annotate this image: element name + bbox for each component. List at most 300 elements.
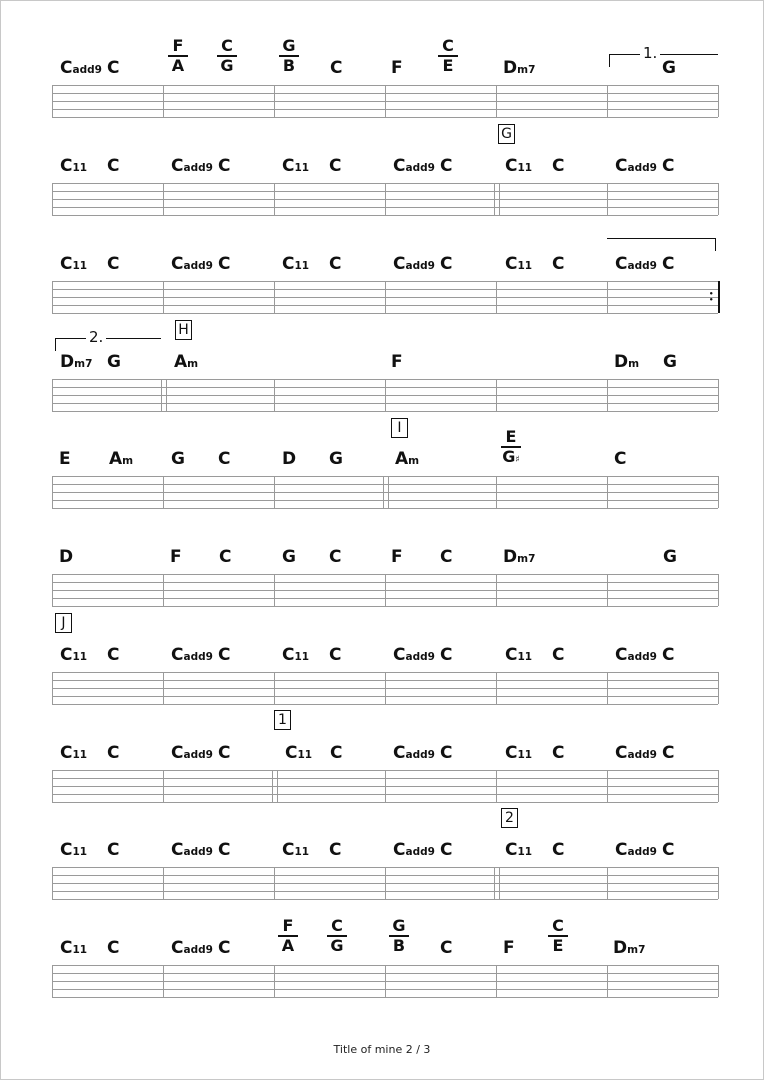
chord-root: C — [505, 840, 518, 860]
chord-quality: 11 — [297, 749, 313, 761]
barline — [163, 672, 164, 704]
chord-quality: m7 — [517, 64, 536, 76]
chord-root: C — [282, 254, 295, 274]
chord-symbol — [613, 939, 645, 959]
chord-symbol — [391, 548, 403, 566]
chord-symbol — [107, 939, 119, 957]
chord-symbol — [107, 646, 119, 664]
chord-quality: 11 — [517, 846, 533, 858]
chord-denominator: A — [281, 936, 295, 955]
barline — [274, 281, 275, 313]
barline — [718, 85, 719, 117]
slash-chord — [501, 429, 521, 468]
chord-root: C — [505, 254, 518, 274]
staff-line — [52, 704, 718, 705]
chord-symbol — [218, 157, 230, 175]
chord-root: D — [60, 352, 75, 372]
chord-root: G — [662, 58, 676, 78]
barline — [385, 574, 386, 606]
chord-symbol — [391, 59, 403, 77]
chord-root: E — [59, 449, 71, 469]
chord-quality: add9 — [627, 162, 657, 174]
footer-page-number: 2 / 3 — [405, 1043, 431, 1056]
chord-quality: add9 — [405, 162, 435, 174]
double-barline — [272, 770, 278, 802]
staff — [52, 770, 718, 802]
volta-bracket-end — [607, 238, 716, 251]
chord-root: D — [59, 547, 74, 567]
barline — [607, 476, 608, 508]
chord-symbol — [107, 353, 121, 371]
chord-symbol — [282, 157, 309, 177]
chord-root: C — [440, 840, 453, 860]
chord-symbol — [393, 157, 435, 177]
chord-root: F — [170, 547, 182, 567]
chord-symbol — [552, 255, 564, 273]
chord-symbol — [109, 450, 133, 470]
chord-quality: 11 — [72, 162, 88, 174]
chord-quality: 11 — [294, 162, 310, 174]
barline — [274, 867, 275, 899]
chord-symbol — [395, 450, 419, 470]
chord-quality: m7 — [74, 358, 93, 370]
chord-quality: m — [187, 358, 199, 370]
chord-root: D — [613, 938, 628, 958]
barline — [385, 867, 386, 899]
chord-root: C — [218, 156, 231, 176]
barline — [607, 574, 608, 606]
chord-quality: add9 — [627, 846, 657, 858]
chord-quality: 11 — [517, 162, 533, 174]
barline — [52, 281, 53, 313]
chord-symbol — [393, 646, 435, 666]
chord-symbol — [218, 255, 230, 273]
chord-symbol — [282, 646, 309, 666]
chord-symbol — [662, 157, 674, 175]
barline — [163, 574, 164, 606]
chord-symbol — [615, 841, 657, 861]
chord-root: C — [107, 645, 120, 665]
chord-symbol — [663, 548, 677, 566]
chord-quality: m — [122, 455, 134, 467]
chord-symbol — [59, 548, 73, 566]
chord-symbol — [282, 255, 309, 275]
chord-symbol — [60, 353, 92, 373]
chord-symbol — [505, 744, 532, 764]
chord-quality: m7 — [517, 553, 536, 565]
chord-root: A — [174, 352, 188, 372]
chord-root: C — [107, 58, 120, 78]
chord-root: C — [440, 645, 453, 665]
chord-root: A — [395, 449, 409, 469]
chord-root: C — [107, 254, 120, 274]
chord-symbol — [60, 841, 87, 861]
chord-root: C — [552, 743, 565, 763]
chord-numerator: C — [548, 918, 568, 937]
chord-symbol — [107, 157, 119, 175]
chord-quality: 11 — [517, 260, 533, 272]
staff — [52, 281, 718, 313]
chord-quality: 11 — [72, 260, 88, 272]
barline — [163, 867, 164, 899]
volta-label: 1. — [640, 46, 660, 61]
chord-numerator: F — [168, 38, 188, 57]
chord-denominator: G — [330, 936, 344, 955]
chord-symbol — [171, 157, 213, 177]
chord-quality: add9 — [183, 651, 213, 663]
chord-symbol — [329, 841, 341, 859]
chord-quality: add9 — [405, 260, 435, 272]
barline — [607, 770, 608, 802]
chord-symbol — [505, 646, 532, 666]
chord-symbol — [440, 939, 452, 957]
sharp-sign: ♯ — [515, 455, 520, 465]
chord-root: C — [662, 743, 675, 763]
barline — [52, 574, 53, 606]
barline — [52, 476, 53, 508]
chord-root: C — [615, 840, 628, 860]
barline — [718, 770, 719, 802]
chord-symbol — [107, 841, 119, 859]
chord-symbol — [329, 646, 341, 664]
rehearsal-mark: I — [391, 418, 408, 438]
chord-symbol — [218, 646, 230, 664]
volta-label: 2. — [86, 330, 106, 345]
chord-symbol — [440, 548, 452, 566]
chord-quality: add9 — [627, 260, 657, 272]
chord-symbol — [552, 841, 564, 859]
staff — [52, 85, 718, 117]
barline — [718, 379, 719, 411]
barline — [274, 85, 275, 117]
barline — [274, 672, 275, 704]
chord-root: C — [615, 743, 628, 763]
barline — [274, 965, 275, 997]
barline — [274, 183, 275, 215]
chord-root: C — [505, 743, 518, 763]
chord-quality: 11 — [72, 944, 88, 956]
chord-root: C — [393, 840, 406, 860]
slash-chord — [389, 918, 409, 954]
chord-denominator: B — [392, 936, 406, 955]
chord-root: C — [218, 840, 231, 860]
chord-quality: m7 — [627, 944, 646, 956]
barline — [385, 965, 386, 997]
barline — [496, 672, 497, 704]
chord-root: C — [218, 645, 231, 665]
chord-root: C — [615, 645, 628, 665]
staff — [52, 672, 718, 704]
barline — [718, 476, 719, 508]
chord-symbol — [60, 59, 102, 79]
chord-root: D — [503, 58, 518, 78]
chord-symbol — [615, 157, 657, 177]
staff-line — [52, 606, 718, 607]
chord-quality: add9 — [183, 749, 213, 761]
chord-symbol — [662, 646, 674, 664]
chord-root: C — [614, 449, 627, 469]
chord-symbol — [440, 646, 452, 664]
chord-root: C — [171, 840, 184, 860]
chord-symbol — [663, 353, 677, 371]
staff — [52, 476, 718, 508]
chord-symbol — [219, 548, 231, 566]
chord-symbol — [440, 841, 452, 859]
chord-symbol — [503, 939, 515, 957]
chord-root: C — [662, 840, 675, 860]
chord-symbol — [552, 157, 564, 175]
chord-quality: add9 — [627, 749, 657, 761]
chord-symbol — [330, 59, 342, 77]
chord-root: C — [440, 547, 453, 567]
barline — [718, 867, 719, 899]
double-barline — [494, 867, 500, 899]
barline — [385, 183, 386, 215]
repeat-dots: • • — [709, 290, 714, 304]
barline — [607, 867, 608, 899]
chord-root: C — [171, 156, 184, 176]
barline — [496, 770, 497, 802]
chord-root: C — [60, 840, 73, 860]
barline — [607, 965, 608, 997]
chord-root: G — [329, 449, 343, 469]
chord-root: C — [329, 547, 342, 567]
chord-root: C — [393, 743, 406, 763]
chord-root: C — [393, 156, 406, 176]
rehearsal-mark: 2 — [501, 808, 518, 828]
chord-root: C — [285, 743, 298, 763]
chord-symbol — [107, 59, 119, 77]
barline — [718, 183, 719, 215]
chord-symbol — [614, 353, 639, 373]
chord-symbol — [218, 744, 230, 762]
chord-quality: 11 — [72, 749, 88, 761]
chord-root: F — [391, 352, 403, 372]
barline — [163, 281, 164, 313]
chord-root: C — [552, 254, 565, 274]
rehearsal-mark: G — [498, 124, 515, 144]
chord-quality: add9 — [405, 846, 435, 858]
chord-root: C — [440, 938, 453, 958]
staff-line — [52, 411, 718, 412]
barline — [52, 183, 53, 215]
chord-symbol — [615, 646, 657, 666]
barline — [385, 281, 386, 313]
chord-symbol — [505, 255, 532, 275]
chord-root: C — [218, 743, 231, 763]
barline — [496, 965, 497, 997]
chord-denominator: B — [282, 56, 296, 75]
chord-root: C — [60, 254, 73, 274]
chord-root: C — [615, 156, 628, 176]
chord-symbol — [505, 157, 532, 177]
chord-root: C — [330, 58, 343, 78]
chord-numerator: G — [279, 38, 299, 57]
staff-line — [52, 802, 718, 803]
double-barline — [161, 379, 167, 411]
chord-symbol — [171, 255, 213, 275]
chord-symbol — [614, 450, 626, 468]
chord-quality: m — [408, 455, 420, 467]
chord-numerator: C — [327, 918, 347, 937]
chord-root: C — [107, 938, 120, 958]
barline — [274, 379, 275, 411]
barline — [607, 85, 608, 117]
chord-root: C — [440, 156, 453, 176]
chord-root: C — [505, 156, 518, 176]
chord-symbol — [171, 841, 213, 861]
slash-chord — [548, 918, 568, 954]
chord-symbol — [503, 548, 535, 568]
chord-symbol — [282, 450, 296, 468]
chord-denominator: E — [552, 936, 564, 955]
chord-root: C — [329, 645, 342, 665]
chord-quality: 11 — [294, 846, 310, 858]
chord-numerator: E — [501, 429, 521, 448]
barline — [607, 672, 608, 704]
barline — [52, 770, 53, 802]
chord-root: C — [218, 938, 231, 958]
chord-root: G — [107, 352, 121, 372]
chord-root: C — [219, 547, 232, 567]
chord-symbol — [285, 744, 312, 764]
volta-bracket — [609, 54, 718, 67]
barline — [52, 85, 53, 117]
chord-symbol — [218, 939, 230, 957]
chord-root: C — [171, 254, 184, 274]
chord-root: C — [393, 645, 406, 665]
chord-quality: 11 — [294, 651, 310, 663]
barline — [718, 672, 719, 704]
chord-root: A — [109, 449, 123, 469]
chord-symbol — [171, 646, 213, 666]
chord-symbol — [218, 841, 230, 859]
chord-root: C — [662, 156, 675, 176]
chord-root: G — [663, 352, 677, 372]
chord-root: C — [218, 449, 231, 469]
slash-chord — [438, 38, 458, 74]
chord-numerator: C — [217, 38, 237, 57]
staff — [52, 183, 718, 215]
final-barline — [718, 281, 720, 313]
chord-root: G — [282, 547, 296, 567]
chord-symbol — [59, 450, 71, 468]
barline — [607, 281, 608, 313]
chord-root: C — [107, 743, 120, 763]
barline — [385, 379, 386, 411]
chord-quality: add9 — [72, 64, 102, 76]
chord-root: G — [171, 449, 185, 469]
chord-quality: add9 — [183, 162, 213, 174]
barline — [385, 770, 386, 802]
barline — [718, 574, 719, 606]
slash-chord — [168, 38, 188, 74]
barline — [163, 85, 164, 117]
chord-root: C — [282, 156, 295, 176]
chord-symbol — [60, 939, 87, 959]
barline — [274, 574, 275, 606]
slash-chord — [279, 38, 299, 74]
chord-root: D — [282, 449, 297, 469]
chord-quality: add9 — [405, 651, 435, 663]
chord-quality: m — [628, 358, 640, 370]
chord-symbol — [440, 255, 452, 273]
chord-root: F — [391, 58, 403, 78]
chord-symbol — [171, 450, 185, 468]
chord-symbol — [329, 450, 343, 468]
barline — [607, 183, 608, 215]
chord-quality: add9 — [627, 651, 657, 663]
chord-symbol — [107, 744, 119, 762]
staff — [52, 867, 718, 899]
slash-chord — [217, 38, 237, 74]
staff-line — [52, 215, 718, 216]
chord-root: C — [552, 840, 565, 860]
chord-denominator: G — [220, 56, 234, 75]
chord-symbol — [218, 450, 230, 468]
chord-symbol — [662, 744, 674, 762]
chord-root: C — [662, 645, 675, 665]
barline — [496, 476, 497, 508]
chord-quality: 11 — [294, 260, 310, 272]
chord-symbol — [329, 255, 341, 273]
chord-symbol — [505, 841, 532, 861]
barline — [52, 867, 53, 899]
barline — [52, 379, 53, 411]
chord-symbol — [440, 744, 452, 762]
chord-numerator: C — [438, 38, 458, 57]
chord-quality: 11 — [72, 846, 88, 858]
barline — [163, 965, 164, 997]
chord-symbol — [503, 59, 535, 79]
chord-symbol — [391, 353, 403, 371]
chord-root: C — [329, 254, 342, 274]
volta-bracket — [55, 338, 161, 351]
chord-root: C — [107, 840, 120, 860]
chord-symbol — [662, 255, 674, 273]
chord-root: C — [615, 254, 628, 274]
chord-root: C — [107, 156, 120, 176]
chord-root: D — [503, 547, 518, 567]
chord-symbol — [171, 744, 213, 764]
chord-numerator: G — [389, 918, 409, 937]
staff — [52, 379, 718, 411]
chord-root: C — [60, 156, 73, 176]
chord-quality: add9 — [183, 260, 213, 272]
double-barline — [494, 183, 500, 215]
chord-root: G — [663, 547, 677, 567]
chord-symbol — [60, 646, 87, 666]
chord-symbol — [60, 255, 87, 275]
chord-root: C — [552, 156, 565, 176]
chord-symbol — [615, 255, 657, 275]
staff-line — [52, 997, 718, 998]
barline — [163, 183, 164, 215]
chord-root: C — [329, 840, 342, 860]
barline — [52, 672, 53, 704]
barline — [718, 965, 719, 997]
rehearsal-mark: 1 — [274, 710, 291, 730]
chord-quality: 11 — [517, 749, 533, 761]
chord-symbol — [393, 255, 435, 275]
chord-symbol — [393, 744, 435, 764]
chord-root: F — [391, 547, 403, 567]
barline — [496, 85, 497, 117]
chord-root: F — [503, 938, 515, 958]
chord-symbol — [282, 548, 296, 566]
chord-root: C — [282, 840, 295, 860]
chord-root: C — [60, 938, 73, 958]
